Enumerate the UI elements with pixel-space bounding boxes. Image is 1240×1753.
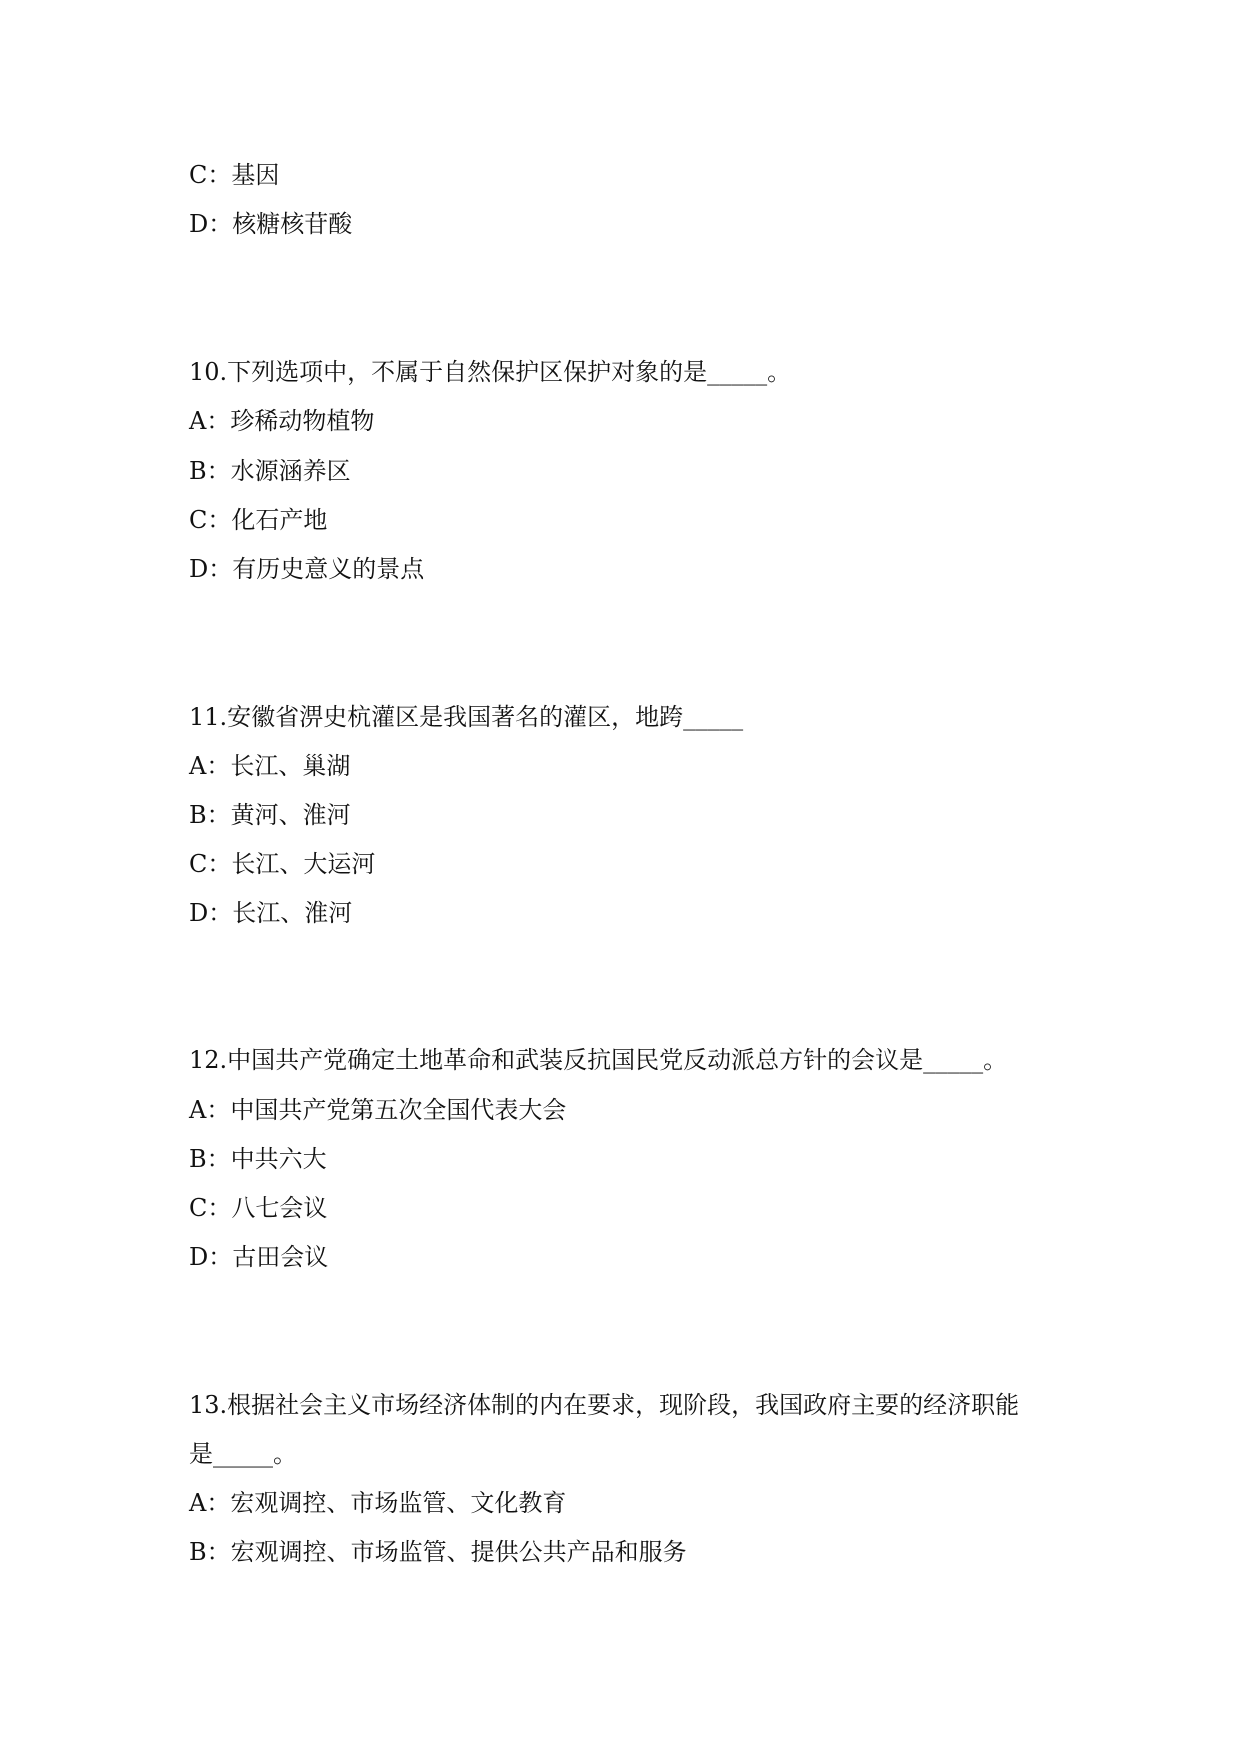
question-13-stem: 13.根据社会主义市场经济体制的内在要求，现阶段，我国政府主要的经济职能 (189, 1391, 1020, 1419)
option-a: A：珍稀动物植物 (189, 407, 375, 435)
option-b: B：宏观调控、市场监管、提供公共产品和服务 (189, 1538, 687, 1566)
option-b: B：水源涵养区 (189, 457, 351, 485)
question-13-stem-cont: 是_____。 (189, 1440, 297, 1468)
option-c: C：化石产地 (189, 506, 328, 534)
option-d: D：长江、淮河 (189, 899, 353, 927)
option-c: C：长江、大运河 (189, 850, 376, 878)
option-b: B：黄河、淮河 (189, 801, 351, 829)
question-10-stem: 10.下列选项中，不属于自然保护区保护对象的是_____。 (189, 358, 792, 386)
option-a: A：中国共产党第五次全国代表大会 (189, 1096, 567, 1124)
option-a: A：宏观调控、市场监管、文化教育 (189, 1489, 567, 1517)
option-d: D：核糖核苷酸 (189, 210, 353, 238)
option-a: A：长江、巢湖 (189, 752, 351, 780)
option-d: D：古田会议 (189, 1243, 329, 1271)
option-d: D：有历史意义的景点 (189, 555, 425, 583)
question-11-stem: 11.安徽省淠史杭灌区是我国著名的灌区，地跨_____ (189, 703, 744, 731)
question-12-stem: 12.中国共产党确定土地革命和武装反抗国民党反动派总方针的会议是_____。 (189, 1046, 1008, 1074)
option-c: C：基因 (189, 161, 280, 189)
option-c: C：八七会议 (189, 1194, 328, 1222)
option-b: B：中共六大 (189, 1145, 327, 1173)
